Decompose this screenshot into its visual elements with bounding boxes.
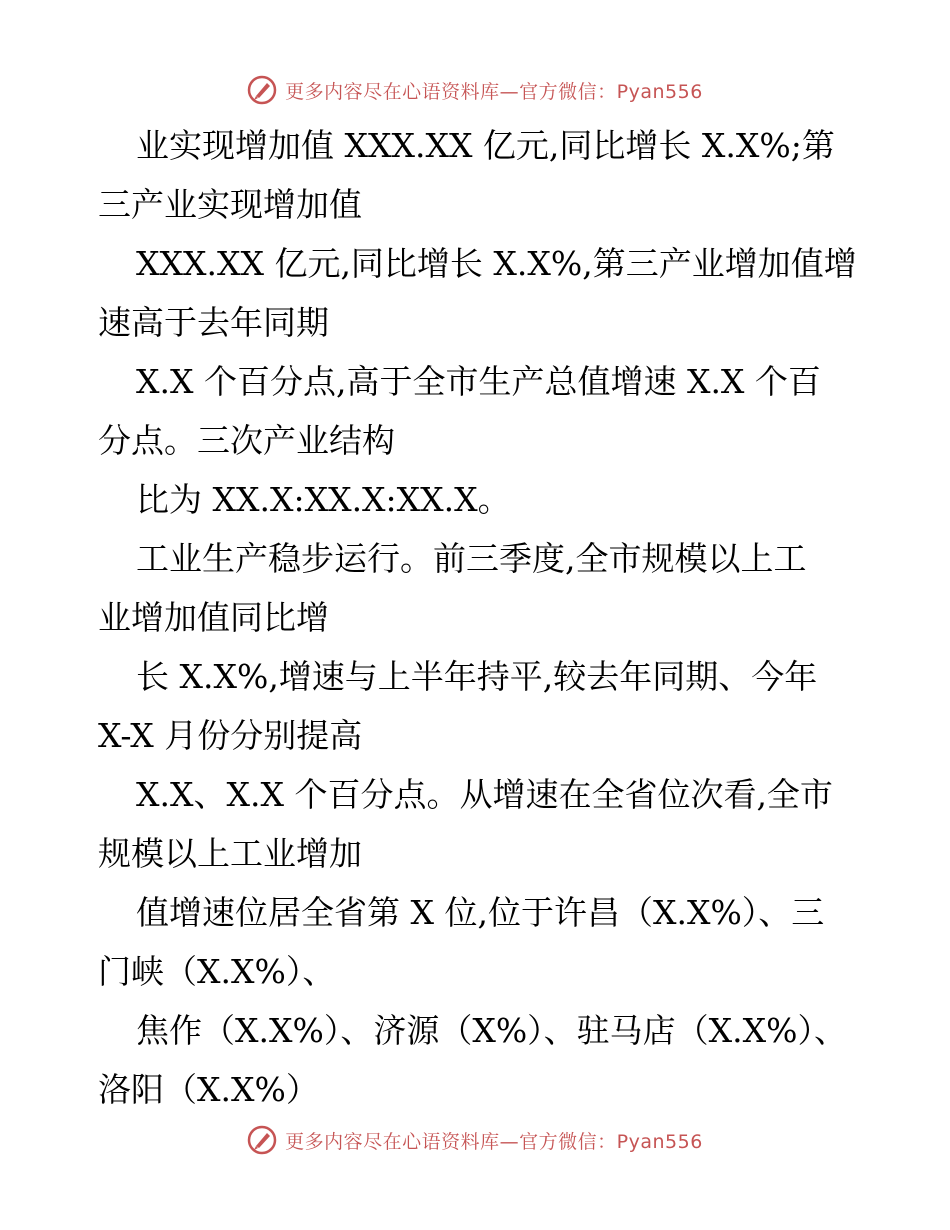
quill-logo-icon [247,1125,277,1155]
text-line: 值增速位居全省第 X 位,位于许昌（X.X%）、三 [136,893,825,932]
header-watermark-text: 更多内容尽在心语资料库—官方微信：Pyan556 [285,80,703,103]
text-line: 三产业实现增加值 [98,185,362,224]
text-line: 门峡（X.X%）、 [98,952,336,991]
text-line: 长 X.X%,增速与上半年持平,较去年同期、今年 [136,657,818,696]
text-line: 分点。三次产业结构 [98,421,395,460]
text-line: 洛阳（X.X%） [98,1070,319,1109]
text-line: X-X 月份分别提高 [98,716,363,755]
text-line: 工业生产稳步运行。前三季度,全市规模以上工 [136,539,807,578]
text-line: XXX.XX 亿元,同比增长 X.X%,第三产业增加值增 [136,244,857,283]
header-watermark [0,70,950,110]
text-line: 速高于去年同期 [98,303,329,342]
document-body [98,116,858,1119]
quill-logo-icon [247,75,277,105]
text-line: X.X、X.X 个百分点。从增速在全省位次看,全市 [136,775,833,814]
text-line: 比为 XX.X:XX.X:XX.X。 [136,480,511,519]
text-line: 焦作（X.X%）、济源（X%）、驻马店（X.X%）、 [136,1011,848,1050]
text-line: 业实现增加值 XXX.XX 亿元,同比增长 X.X%;第 [136,126,835,165]
text-line: 业增加值同比增 [98,598,329,637]
text-line: X.X 个百分点,高于全市生产总值增速 X.X 个百 [136,362,821,401]
text-line: 规模以上工业增加 [98,834,362,873]
footer-watermark-text: 更多内容尽在心语资料库—官方微信：Pyan556 [285,1130,703,1153]
footer-watermark [0,1120,950,1160]
